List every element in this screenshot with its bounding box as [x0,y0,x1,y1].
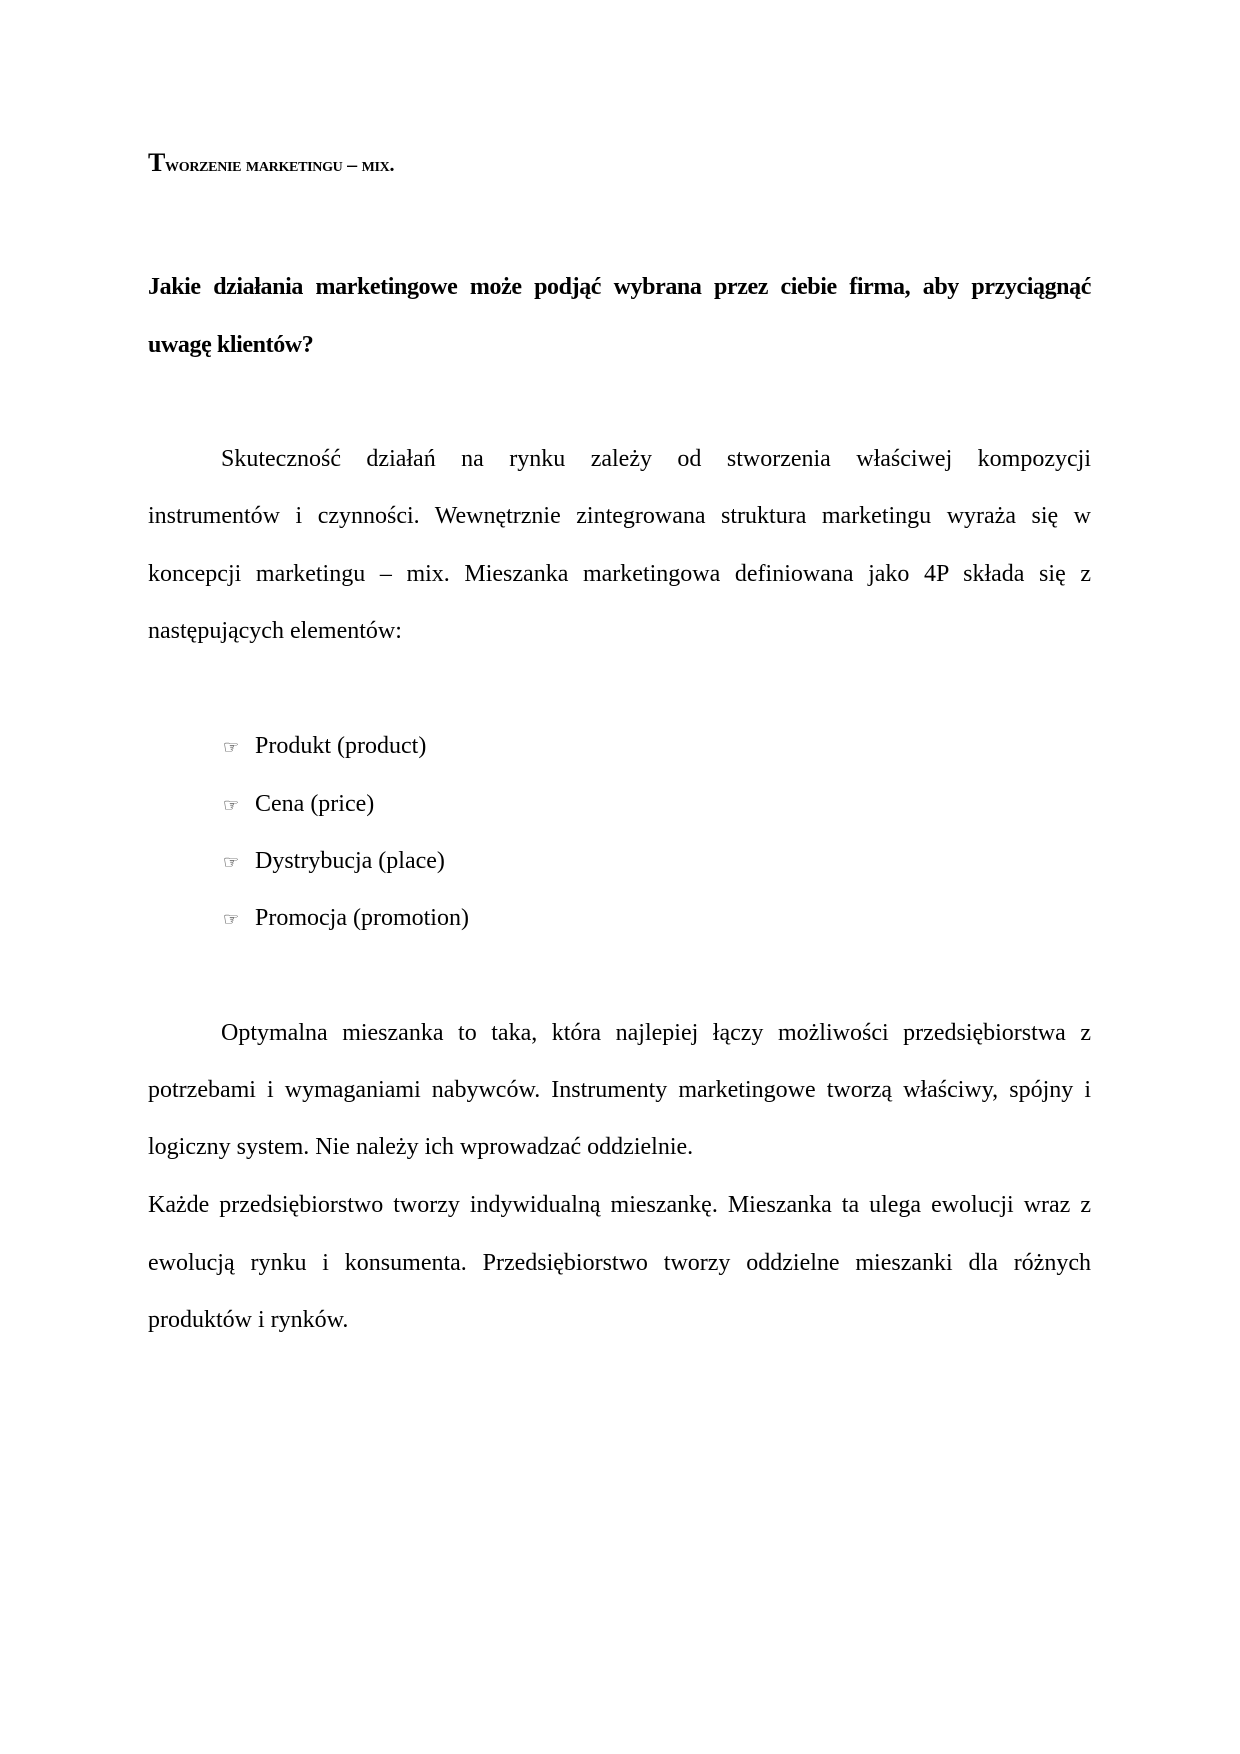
paragraph-line: ewolucją rynku i konsumenta. Przedsiębiorstwo tworzy oddzielne mieszanki dla różnych [148,1250,1091,1276]
title-initial: T [148,148,166,177]
question-line: Jakie działania marketingowe może podjąć wybrana przez ciebie firma, aby przyciągnąć [148,274,1091,300]
paragraph-line: następujących elementów: [148,618,402,644]
pointing-hand-icon: ☞ [223,909,240,930]
list-item [223,789,374,821]
pointing-hand-icon: ☞ [223,737,240,758]
paragraph-line: logiczny system. Nie należy ich wprowadzać oddzielnie. [148,1134,694,1160]
paragraph-line: koncepcji marketingu – mix. Mieszanka marketingowa definiowana jako 4P składa się z [148,561,1091,587]
question-line: uwagę klientów? [148,332,314,358]
list-item [223,731,426,763]
title-rest: worzenie marketingu – mix. [165,154,395,176]
list-item-label: Cena (price) [255,791,375,817]
paragraph-line: Skuteczność działań na rynku zależy od stworzenia właściwej kompozycji [221,446,1091,472]
list-item-label: Dystrybucja (place) [255,848,445,874]
list-item [223,903,469,935]
pointing-hand-icon: ☞ [223,852,240,873]
paragraph-line: produktów i rynków. [148,1307,349,1333]
list-item-label: Produkt (product) [255,733,427,759]
list-item-label: Promocja (promotion) [255,905,469,931]
list-item [223,846,445,878]
paragraph-line: Każde przedsiębiorstwo tworzy indywidualną mieszankę. Mieszanka ta ulega ewolucji wraz z [148,1192,1091,1218]
paragraph-line: potrzebami i wymaganiami nabywców. Instrumenty marketingowe tworzą właściwy, spójny i [148,1077,1091,1103]
paragraph-line: instrumentów i czynności. Wewnętrznie zintegrowana struktura marketingu wyraża się w [148,503,1091,529]
paragraph-line: Optymalna mieszanka to taka, która najlepiej łączy możliwości przedsiębiorstwa z [221,1020,1091,1046]
pointing-hand-icon: ☞ [223,795,240,816]
document-title [148,148,1091,180]
